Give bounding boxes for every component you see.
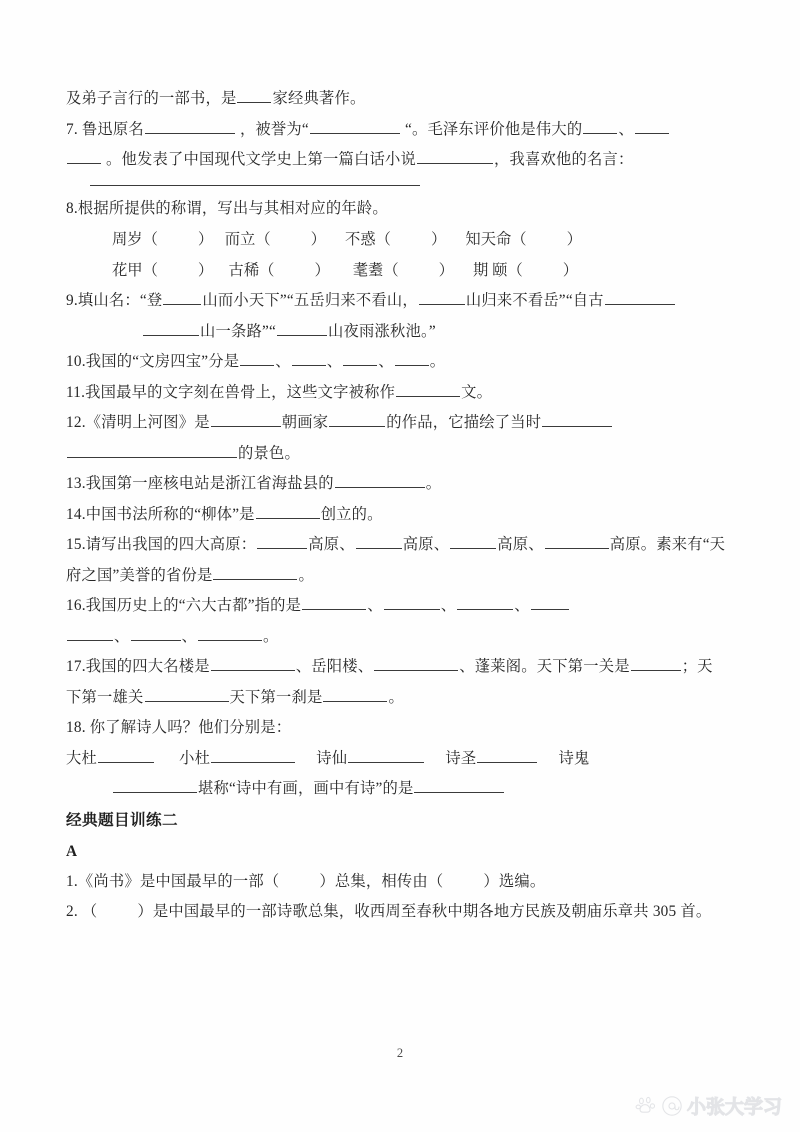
section-group-label: A: [66, 842, 78, 860]
blank-rule[interactable]: [417, 148, 493, 164]
blank-rule[interactable]: [531, 594, 569, 610]
blank-rule[interactable]: [198, 624, 262, 640]
age-terms-row-2: 花甲（ ） 古稀（ ） 耄耋（ ） 期 颐（ ）: [66, 255, 738, 286]
section-question-2-p1: （: [81, 903, 98, 920]
question-7-seg-2: ，被誉为“: [239, 120, 309, 138]
question-16-sep-2: 、: [440, 597, 457, 614]
blank-rule[interactable]: [240, 350, 274, 366]
blank-rule[interactable]: [635, 117, 669, 133]
question-9-line-2: [66, 317, 738, 348]
age-term-erli: 而立: [224, 231, 256, 248]
question-18-number: 18.: [66, 719, 86, 736]
blank-rule[interactable]: [356, 533, 402, 549]
poet-label-shixian: 诗仙: [316, 749, 348, 767]
question-7-seg-1: 鲁迅原名: [81, 120, 144, 138]
question-15-number: 15.: [66, 536, 86, 553]
question-10-text-after: 。: [429, 353, 446, 370]
blank-rule[interactable]: [257, 533, 307, 549]
question-8-stem: [66, 194, 738, 225]
question-16-text-before: 我国历史上的“六大古都”指的是: [85, 597, 302, 614]
poet-label-dadu: 大杜: [66, 749, 97, 767]
question-16-line-1: [66, 591, 738, 622]
blank-rule[interactable]: [211, 746, 295, 762]
blank-rule[interactable]: [545, 533, 609, 549]
blank-rule[interactable]: [211, 411, 281, 427]
baidu-paw-icon: [635, 1095, 657, 1117]
question-18-poets-row: [66, 744, 738, 775]
question-16-sep-4: 、: [114, 627, 130, 645]
question-15-line-2: 府之国”美誉的省份是 。: [66, 561, 738, 592]
question-7-seg-4: 、: [618, 120, 634, 138]
question-7-number: 7.: [66, 120, 78, 138]
question-12-number: 12.: [66, 414, 86, 431]
blank-rule[interactable]: [450, 533, 496, 549]
question-13-number: 13.: [66, 475, 86, 492]
question-12-line-1: [66, 408, 738, 439]
question-12-line-2: [66, 439, 738, 470]
blank-rule[interactable]: [396, 380, 460, 396]
question-9-line-1: [66, 286, 738, 317]
question-15-plateau-4: 高原: [609, 536, 641, 553]
blank-rule[interactable]: [310, 117, 400, 133]
question-7-line-2: [66, 145, 738, 176]
blank-rule[interactable]: [477, 746, 537, 762]
section-question-1: [66, 867, 738, 898]
question-17-p2: 、岳阳楼、: [295, 658, 374, 675]
blank-rule[interactable]: [343, 350, 377, 366]
question-9-q1a: “登: [139, 292, 163, 309]
section-question-1-p3: ）选编。: [483, 872, 546, 890]
question-10-text-before: 我国的“文房四宝”分是: [85, 353, 240, 370]
page-content: [66, 84, 738, 928]
blank-rule[interactable]: [542, 411, 612, 427]
question-16-sep-1: 、: [367, 597, 383, 614]
question-8-number: 8.: [66, 199, 78, 217]
question-7-seg-7: ，我喜欢他的名言：: [493, 151, 634, 168]
blank-rule[interactable]: [335, 472, 425, 488]
section-question-1-number: 1.: [66, 872, 78, 890]
question-14-number: 14.: [66, 505, 86, 523]
question-7-seg-6: 。他发表了中国现代文学史上第一篇白话小说: [106, 151, 416, 168]
question-9-q4b: 山夜雨涨秋池。”: [327, 322, 436, 340]
blank-rule[interactable]: [457, 594, 513, 610]
question-15-line-1: 15.请写出我国的四大高原： 高原、 高原、 高原、 高原。素来有“天: [66, 530, 738, 561]
blank-rule[interactable]: [395, 350, 429, 366]
blank-rule[interactable]: [277, 319, 327, 335]
question-9-q1b: 山而小天下”: [202, 292, 287, 309]
section-heading: 经典题目训练二: [66, 811, 178, 829]
blank-rule[interactable]: [98, 746, 154, 762]
question-10-sep-2: 、: [326, 353, 343, 370]
question-18-stem: [66, 713, 738, 744]
question-11-line: [66, 378, 738, 409]
blank-rule[interactable]: [67, 624, 113, 640]
blank-rule[interactable]: [631, 655, 681, 671]
blank-rule[interactable]: [374, 655, 458, 671]
question-9-q2a: “五岳归来不看山，: [286, 292, 418, 309]
blank-rule[interactable]: [419, 289, 465, 305]
blank-rule[interactable]: [414, 777, 504, 793]
question-8-stem-text: 根据所提供的称谓，写出与其相对应的年龄。: [77, 199, 388, 217]
age-term-zhitianming: 知天命: [465, 231, 512, 248]
question-18-tail-text: 堪称“诗中有画，画中有诗”的是: [198, 780, 414, 797]
question-16-text-after: 。: [263, 627, 279, 645]
question-14-line: [66, 500, 738, 531]
question-13-text-after: 。: [425, 475, 442, 492]
question-9-q3a: “自古: [565, 292, 604, 309]
continuation-text-before: 及弟子言行的一部书，是: [66, 90, 237, 107]
watermark: [635, 1092, 782, 1119]
section-question-1-p1: 《尚书》是中国最早的一部（: [77, 872, 280, 890]
question-14-text-before: 中国书法所称的“柳体”是: [85, 505, 255, 523]
question-16-number: 16.: [66, 597, 86, 614]
question-9-q2b: 山归来不看岳”: [465, 292, 566, 309]
question-10-line: [66, 347, 738, 378]
question-17-p5: 天下第一刹是: [229, 688, 323, 706]
question-15-sep-1: 、: [339, 536, 355, 553]
question-16-sep-5: 、: [181, 627, 197, 645]
blank-rule[interactable]: [348, 746, 424, 762]
question-15-plateau-2: 高原: [402, 536, 434, 553]
age-term-maodie: 耄耋: [352, 262, 384, 279]
question-15-sep-2: 、: [433, 536, 450, 553]
question-12-p3: 的作品，它描绘了当时: [386, 414, 542, 431]
question-10-sep-3: 、: [378, 353, 394, 370]
question-17-p1: 我国的四大名楼是: [85, 658, 210, 675]
question-7-line-1: [66, 115, 738, 146]
blank-rule[interactable]: [113, 777, 197, 793]
question-12-p1: 《清明上河图》是: [85, 414, 210, 431]
blank-rule[interactable]: [302, 594, 366, 610]
question-17-number: 17.: [66, 658, 86, 675]
question-9-number: 9.: [66, 292, 78, 309]
blank-rule[interactable]: [384, 594, 440, 610]
continuation-line: [66, 84, 738, 115]
section-question-1-p2: ）总集，相传由（: [319, 872, 444, 890]
question-15-p3: 。: [298, 566, 314, 584]
question-16-line-2: [66, 622, 738, 653]
section-question-2-number: 2.: [66, 903, 78, 920]
question-10-number: 10.: [66, 353, 86, 370]
question-12-p4: 的景色。: [238, 444, 300, 462]
poet-label-shigui: 诗鬼: [558, 749, 590, 767]
question-12-p2: 朝画家: [281, 414, 329, 431]
section-question-2: [66, 897, 734, 928]
question-11-number: 11.: [66, 383, 86, 401]
age-term-zhousui: 周岁: [112, 231, 143, 248]
question-14-text-after: 创立的。: [320, 505, 383, 523]
circled-at-icon: [661, 1095, 683, 1117]
question-18-tail-row: [66, 774, 738, 805]
question-10-sep-1: 、: [275, 353, 291, 370]
blank-rule[interactable]: [323, 685, 387, 701]
blank-rule[interactable]: [145, 117, 235, 133]
question-9-q4a: “: [268, 322, 276, 340]
question-7-answer-rule[interactable]: [90, 184, 420, 186]
blank-rule[interactable]: [163, 289, 201, 305]
question-9-stem: 填山名：: [77, 292, 140, 309]
question-15-plateau-3: 高原: [497, 536, 529, 553]
age-term-qiyi: 期 颐: [473, 262, 508, 279]
blank-rule[interactable]: [67, 148, 101, 164]
blank-rule[interactable]: [67, 441, 237, 457]
question-16-sep-3: 、: [514, 597, 530, 614]
question-13-line: [66, 469, 738, 500]
question-15-sep-3: 、: [528, 536, 544, 553]
age-term-guxi: 古稀: [228, 262, 260, 279]
question-17-line-1: 17.我国的四大名楼是 、岳阳楼、 、蓬莱阁。天下第一关是 ；天: [66, 652, 738, 683]
blank-rule[interactable]: [211, 655, 295, 671]
age-terms-row-1: 周岁（ ） 而立（ ） 不惑（ ） 知天命（ ）: [66, 224, 738, 255]
blank-rule[interactable]: [143, 319, 199, 335]
blank-rule[interactable]: [256, 502, 320, 518]
question-11-text-after: 文。: [461, 383, 493, 401]
question-13-text-before: 我国第一座核电站是浙江省海盐县的: [85, 475, 334, 492]
poet-label-shisheng: 诗圣: [445, 749, 477, 767]
section-question-2-p2: ）是中国最早的一部诗歌总集，收西周至春秋中期各地方民族及朝庙乐章共 305 首。: [137, 903, 712, 920]
question-15-plateau-1: 高原: [308, 536, 340, 553]
blank-rule[interactable]: [292, 350, 326, 366]
continuation-text-after: 家经典著作。: [272, 90, 366, 107]
question-18-stem-text: 你了解诗人吗？他们分别是：: [89, 719, 292, 736]
age-term-buhuo: 不惑: [345, 231, 376, 248]
blank-rule[interactable]: [213, 563, 297, 579]
blank-rule[interactable]: [237, 87, 271, 103]
question-7-seg-3: “。毛泽东评价他是伟大的: [404, 120, 583, 138]
blank-rule[interactable]: [329, 411, 385, 427]
question-9-q3b: 山一条路”: [200, 322, 269, 340]
watermark-handle: 小张大学习: [686, 1097, 782, 1118]
question-15-p1: 请写出我国的四大高原：: [85, 536, 257, 553]
blank-rule[interactable]: [145, 685, 229, 701]
question-11-text-before: 我国最早的文字刻在兽骨上，这些文字被称作: [85, 383, 396, 401]
page-number: 2: [396, 1046, 404, 1060]
question-17-p3: 、蓬莱阁。天下第一关是: [459, 658, 630, 675]
age-term-huajia: 花甲: [112, 262, 143, 279]
blank-rule[interactable]: [605, 289, 675, 305]
question-17-p6: 。: [388, 688, 404, 706]
blank-rule[interactable]: [583, 117, 617, 133]
poet-label-xiaodu: 小杜: [179, 749, 211, 767]
blank-rule[interactable]: [131, 624, 181, 640]
question-17-line-2: 下第一雄关 天下第一刹是 。: [66, 683, 738, 714]
